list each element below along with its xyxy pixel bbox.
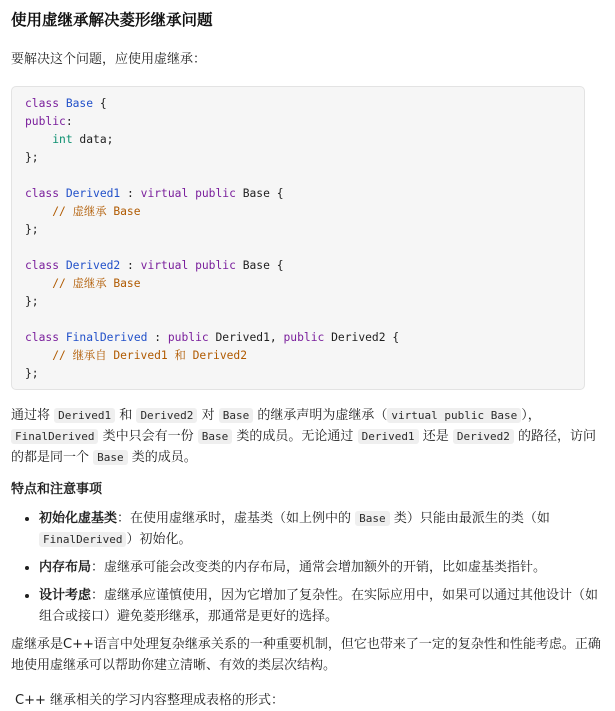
code-keyword: class xyxy=(25,259,60,272)
code-comment: // 继承自 Derived1 和 Derived2 xyxy=(52,349,248,362)
inline-code: FinalDerived xyxy=(11,429,98,444)
code-keyword: public xyxy=(25,115,66,128)
page-title: 使用虚继承解决菱形继承问题 xyxy=(11,11,213,29)
code-text: }; xyxy=(25,151,39,164)
code-block[interactable] xyxy=(11,86,585,390)
code-text: Derived2 { xyxy=(324,331,400,344)
inline-code: Derived1 xyxy=(358,429,419,444)
list-item xyxy=(39,508,604,550)
summary-paragraph: 虚继承是C++语言中处理复杂继承关系的一种重要机制，但它也带来了一定的复杂性和性能考虑。正确地使用虚继承可以帮助你建立清晰、有效的类层次结构。 xyxy=(11,637,601,673)
code-type: Derived1 xyxy=(65,187,121,200)
item-label: 设计考虑 xyxy=(39,588,92,603)
inline-code: virtual public Base xyxy=(387,408,521,423)
code-text: : xyxy=(120,259,141,272)
code-comment: // 虚继承 Base xyxy=(52,277,141,290)
text: ：在使用虚继承时，虚基类（如上例中的 xyxy=(117,511,352,526)
text: 类的成员。无论通过 xyxy=(236,429,354,444)
item-label: 内存布局 xyxy=(39,560,92,575)
table-intro-text: C++ 继承相关的学习内容整理成表格的形式： xyxy=(15,693,284,708)
inline-code: Base xyxy=(93,450,128,465)
code-keyword: class xyxy=(25,97,60,110)
code-keyword: virtual xyxy=(140,187,189,200)
text: ）， xyxy=(521,408,541,423)
text: 类中只会有一份 xyxy=(102,429,194,444)
text: 对 xyxy=(201,408,215,423)
notes-list xyxy=(11,508,604,627)
code-keyword: public xyxy=(195,259,236,272)
list-item xyxy=(39,585,604,627)
inline-code: Base xyxy=(355,511,390,526)
code-text: : xyxy=(147,331,168,344)
text: 的路径，访问的都是同一个 xyxy=(11,429,596,465)
code-text: : xyxy=(65,115,73,128)
explanation-paragraph xyxy=(11,405,604,468)
code-text: Derived1, xyxy=(208,331,284,344)
code-text: { xyxy=(93,97,107,110)
code-keyword: public xyxy=(195,187,236,200)
inline-code: Derived1 xyxy=(54,408,115,423)
code-comment: // 虚继承 Base xyxy=(52,205,141,218)
inline-code: Derived2 xyxy=(136,408,197,423)
list-item xyxy=(39,557,604,578)
text: ：虚继承可能会改变类的内存布局，通常会增加额外的开销，比如虚基类指针。 xyxy=(91,560,547,575)
code-text: }; xyxy=(25,295,39,308)
text: 类的成员。 xyxy=(131,450,197,465)
inline-code: FinalDerived xyxy=(39,532,126,547)
text: ）初始化。 xyxy=(126,532,192,547)
code-text: }; xyxy=(25,367,39,380)
code-type: int xyxy=(52,133,73,146)
text: 和 xyxy=(119,408,133,423)
code-type: Base xyxy=(65,97,94,110)
code-text: }; xyxy=(25,223,39,236)
code-type: FinalDerived xyxy=(65,331,148,344)
inline-code: Derived2 xyxy=(453,429,514,444)
code-keyword: public xyxy=(167,331,209,344)
code-text: data; xyxy=(72,133,114,146)
code-keyword: class xyxy=(25,331,60,344)
text: ：虚继承应谨慎使用，因为它增加了复杂性。在实际应用中，如果可以通过其他设计（如组合或接口）避免菱形继承，那通常是更好的选择。 xyxy=(39,588,599,624)
code-text: Base { xyxy=(235,259,284,272)
code-keyword: class xyxy=(25,187,60,200)
code-type: Derived2 xyxy=(65,259,121,272)
intro-text: 要解决这个问题，应使用虚继承： xyxy=(11,52,207,67)
text: 类）只能由最派生的类（如 xyxy=(393,511,550,526)
text: 通过将 xyxy=(11,408,51,423)
code-text: Base { xyxy=(235,187,284,200)
text: 还是 xyxy=(422,429,449,444)
item-label: 初始化虚基类 xyxy=(39,511,118,526)
code-keyword: virtual xyxy=(140,259,189,272)
inline-code: Base xyxy=(219,408,254,423)
text: 的继承声明为虚继承（ xyxy=(257,408,388,423)
inline-code: Base xyxy=(198,429,233,444)
code-keyword: public xyxy=(283,331,325,344)
code-text: : xyxy=(120,187,141,200)
section-heading: 特点和注意事项 xyxy=(11,482,103,497)
code-text xyxy=(25,95,571,383)
